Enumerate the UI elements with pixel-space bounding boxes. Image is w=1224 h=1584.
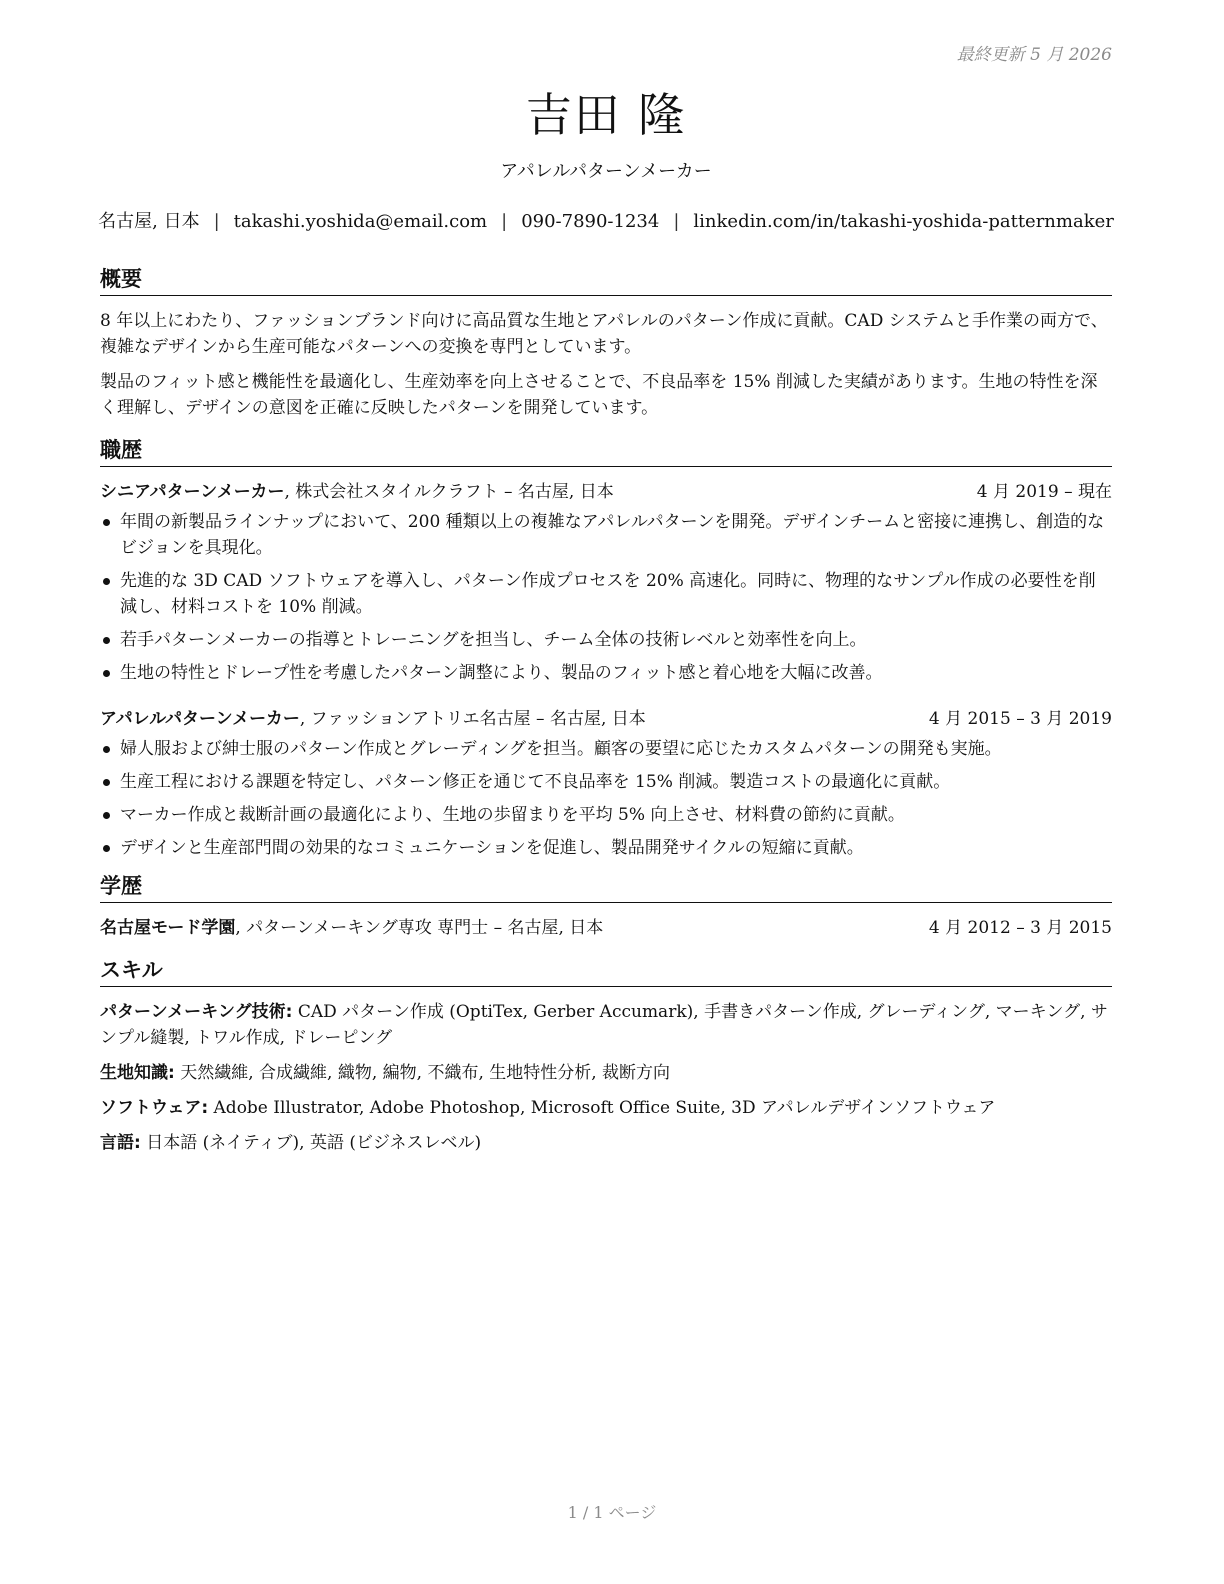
skill-label: ソフトウェア: (100, 1098, 209, 1118)
job-bullet: 若手パターンメーカーの指導とトレーニングを担当し、チーム全体の技術レベルと効率性を向上。 (100, 627, 1112, 653)
skill-item (100, 999, 1112, 1051)
job-role: シニアパターンメーカー (100, 482, 285, 502)
education-school-detail (100, 915, 603, 941)
job-org: , 株式会社スタイルクラフト – 名古屋, 日本 (284, 482, 614, 502)
job-dates: 4 月 2019 – 現在 (976, 482, 1112, 502)
skill-item (100, 1095, 1112, 1121)
skills-section (100, 955, 1112, 1156)
job-role-org (100, 479, 614, 505)
section-title-summary: 概要 (100, 264, 1112, 296)
job-bullet: 婦人服および紳士服のパターン作成とグレーディングを担当。顧客の要望に応じたカスタムパターンの開発も実施。 (100, 736, 1112, 762)
job-role: アパレルパターンメーカー (100, 709, 300, 729)
skill-item (100, 1060, 1112, 1086)
contact-line (100, 208, 1112, 236)
page-number: 1 / 1 ページ (567, 1503, 657, 1522)
job-org: , ファッションアトリエ名古屋 – 名古屋, 日本 (299, 709, 646, 729)
job-bullet: マーカー作成と裁断計画の最適化により、生地の歩留まりを平均 5% 向上させ、材料費の節約に貢献。 (100, 802, 1112, 828)
education-section (100, 871, 1112, 941)
summary-section (100, 264, 1112, 421)
education-entry (100, 915, 1112, 941)
skill-value: Adobe Illustrator, Adobe Photoshop, Microsoft Office Suite, 3D アパレルデザインソフトウェア (208, 1098, 996, 1118)
job-entry (100, 706, 1112, 861)
skill-value: 日本語 (ネイティブ), 英語 (ビジネスレベル) (140, 1133, 482, 1153)
skills-list (100, 999, 1112, 1156)
skill-label: パターンメーキング技術: (100, 1002, 293, 1022)
skill-label: 生地知識: (100, 1063, 175, 1083)
job-role-org (100, 706, 646, 732)
skill-value: CAD パターン作成 (OptiTex, Gerber Accumark), 手書きパターン作成, グレーディング, マーキング, サンプル縫製, トワル作成, ドレーピング (100, 1002, 1108, 1048)
section-title-skills: スキル (100, 955, 1112, 987)
summary-paragraph: 8 年以上にわたり、ファッションブランド向けに高品質な生地とアパレルのパターン作成に貢献。CAD システムと手作業の両方で、複雑なデザインから生産可能なパターンへの変換を専門としています。 (100, 311, 1108, 357)
job-bullet: 年間の新製品ラインナップにおいて、200 種類以上の複雑なアパレルパターンを開発。デザインチームと密接に連携し、創造的なビジョンを具現化。 (100, 509, 1112, 561)
last-updated: 最終更新 5 月 2026 (956, 45, 1112, 65)
education-school: 名古屋モード学園 (100, 918, 236, 938)
contact-phone: 090-7890-1234 (521, 211, 660, 232)
job-bullet: 生地の特性とドレープ性を考慮したパターン調整により、製品のフィット感と着心地を大幅に改善。 (100, 660, 1112, 686)
job-title: アパレルパターンメーカー (500, 161, 712, 182)
section-title-experience: 職歴 (100, 435, 1112, 467)
skill-item (100, 1130, 1112, 1156)
skill-label: 言語: (100, 1133, 141, 1153)
skill-value: 天然繊維, 合成繊維, 織物, 編物, 不織布, 生地特性分析, 裁断方向 (174, 1063, 671, 1083)
summary-paragraph: 製品のフィット感と機能性を最適化し、生産効率を向上させることで、不良品率を 15% 削減した実績があります。生地の特性を深く理解し、デザインの意図を正確に反映したパターンを開発しています。 (100, 372, 1098, 418)
contact-separator: | (501, 211, 508, 232)
resume-page (100, 40, 1112, 1165)
education-dates: 4 月 2012 – 3 月 2015 (928, 918, 1112, 938)
candidate-name: 吉田 隆 (525, 88, 687, 142)
contact-location: 名古屋, 日本 (98, 211, 200, 232)
job-header (100, 706, 1112, 732)
job-dates: 4 月 2015 – 3 月 2019 (928, 709, 1112, 729)
education-detail: , パターンメーキング専攻 専門士 – 名古屋, 日本 (235, 918, 604, 938)
section-title-education: 学歴 (100, 871, 1112, 903)
job-header (100, 479, 1112, 505)
experience-section (100, 435, 1112, 861)
contact-separator: | (673, 211, 680, 232)
contact-email[interactable]: takashi.yoshida@email.com (233, 211, 488, 232)
contact-linkedin[interactable]: linkedin.com/in/takashi-yoshida-patternmaker (693, 211, 1114, 232)
job-bullet: 生産工程における課題を特定し、パターン修正を通じて不良品率を 15% 削減。製造コストの最適化に貢献。 (100, 769, 1112, 795)
job-entry (100, 479, 1112, 686)
job-bullet: デザインと生産部門間の効果的なコミュニケーションを促進し、製品開発サイクルの短縮に貢献。 (100, 835, 1112, 861)
job-bullets (100, 509, 1112, 686)
job-bullets (100, 736, 1112, 861)
contact-separator: | (213, 211, 220, 232)
job-bullet: 先進的な 3D CAD ソフトウェアを導入し、パターン作成プロセスを 20% 高速化。同時に、物理的なサンプル作成の必要性を削減し、材料コストを 10% 削減。 (100, 568, 1112, 620)
